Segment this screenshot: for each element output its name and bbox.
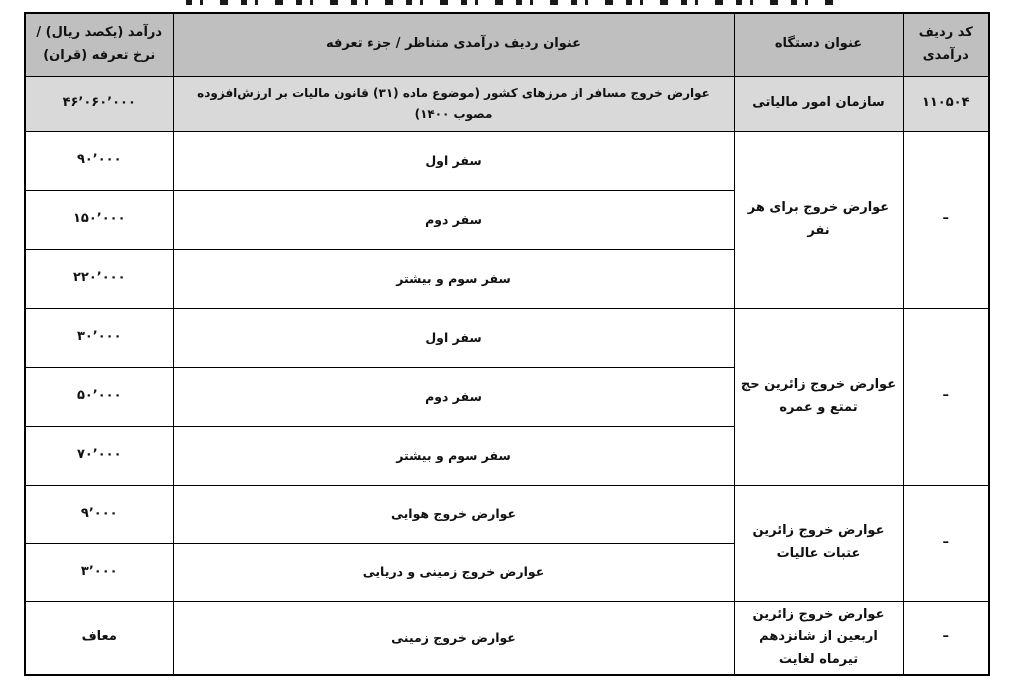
income-row-title-cell: سفر اول — [173, 131, 734, 190]
col-header-device-title: عنوان دستگاه — [734, 13, 903, 76]
income-row-title-cell: سفر سوم و بیشتر — [173, 426, 734, 485]
income-row-title-cell: عوارض خروج زمینی — [173, 601, 734, 675]
amount-cell: ۷۰٬۰۰۰ — [25, 426, 173, 485]
income-code-cell: – — [903, 131, 989, 308]
device-title-cell: عوارض خروج برای هر نفر — [734, 131, 903, 308]
income-row-title-cell: سفر دوم — [173, 367, 734, 426]
income-row-title-cell: عوارض خروج هوایی — [173, 485, 734, 543]
amount-cell: ۳٬۰۰۰ — [25, 543, 173, 601]
amount-cell: ۵۰٬۰۰۰ — [25, 367, 173, 426]
income-code-cell: – — [903, 308, 989, 485]
table-header-row — [25, 13, 989, 76]
table-row — [25, 308, 989, 367]
income-row-title-cell: سفر سوم و بیشتر — [173, 249, 734, 308]
exit-toll-tariff-table — [24, 12, 990, 676]
amount-cell: ۴۶٬۰۶۰٬۰۰۰ — [25, 76, 173, 131]
col-header-income-code: کد ردیف درآمدی — [903, 13, 989, 76]
income-row-title-cell: سفر دوم — [173, 190, 734, 249]
amount-cell: ۹٬۰۰۰ — [25, 485, 173, 543]
amount-cell: ۱۵۰٬۰۰۰ — [25, 190, 173, 249]
device-title-cell: عوارض خروج زائرین اربعین از شانزدهم تیرماه لغایت — [734, 601, 903, 675]
device-title-cell: عوارض خروج زائرین حج تمتع و عمره — [734, 308, 903, 485]
amount-cell: ۹۰٬۰۰۰ — [25, 131, 173, 190]
income-code-cell: – — [903, 485, 989, 601]
device-title-cell: سازمان امور مالیاتی — [734, 76, 903, 131]
income-row-title-cell: عوارض خروج زمینی و دریایی — [173, 543, 734, 601]
income-code-cell: ۱۱۰۵۰۴ — [903, 76, 989, 131]
table-row — [25, 485, 989, 543]
income-row-title-cell: سفر اول — [173, 308, 734, 367]
amount-cell: ۲۲۰٬۰۰۰ — [25, 249, 173, 308]
income-code-cell: – — [903, 601, 989, 675]
table-row-summary — [25, 76, 989, 131]
income-row-title-cell: عوارض خروج مسافر از مرزهای کشور (موضوع ماده (۳۱) قانون مالیات بر ارزش‌افزوده مصوب ۱۴۰۰) — [173, 76, 734, 131]
col-header-amount: درآمد (یکصد ریال) / نرخ تعرفه (قران) — [25, 13, 173, 76]
device-title-cell: عوارض خروج زائرین عتبات عالیات — [734, 485, 903, 601]
col-header-income-row-title: عنوان ردیف درآمدی متناظر / جزء تعرفه — [173, 13, 734, 76]
clipped-page-title — [186, 0, 846, 5]
amount-cell: ۳۰٬۰۰۰ — [25, 308, 173, 367]
table-row — [25, 601, 989, 675]
amount-cell: معاف — [25, 601, 173, 675]
table-row — [25, 131, 989, 190]
